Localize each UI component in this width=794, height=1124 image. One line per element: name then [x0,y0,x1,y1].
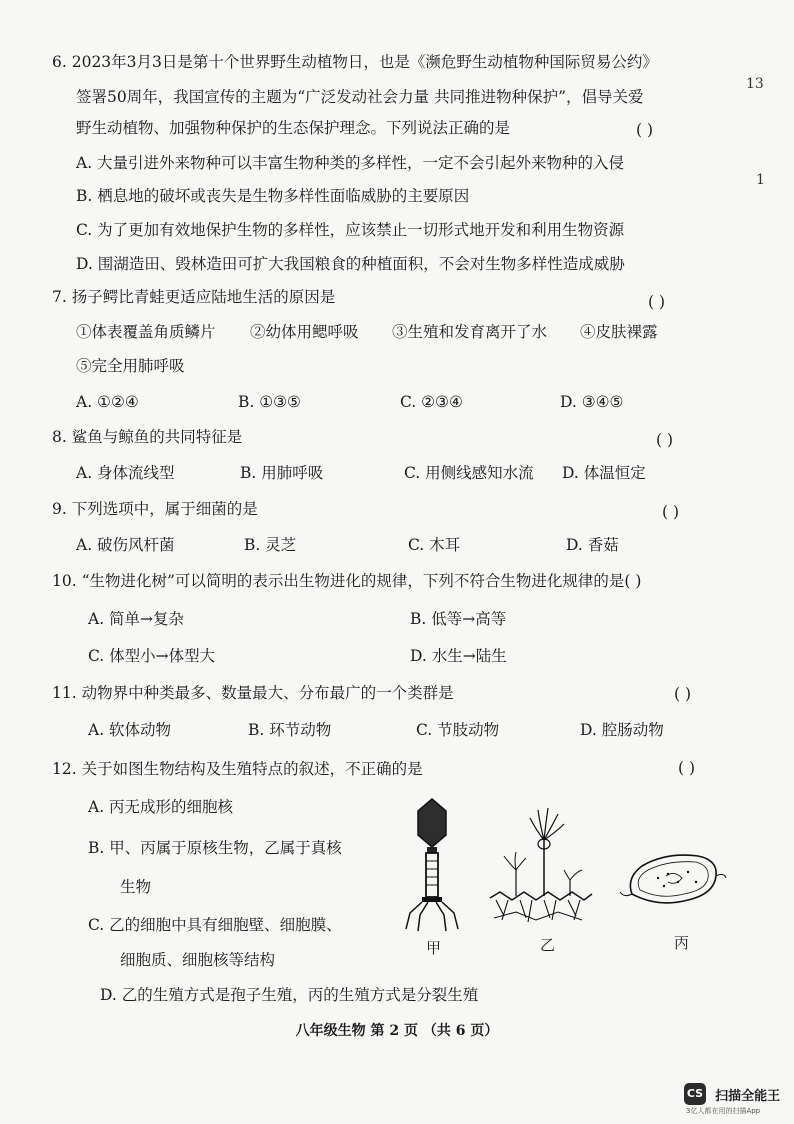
q9-option-c: C. 木耳 [408,536,461,554]
q9-option-a: A. 破伤风杆菌 [76,536,175,554]
q7-option-d: D. ③④⑤ [560,393,624,411]
q7-item: ⑤完全用肺呼吸 [76,357,185,375]
q12-option-a: A. 丙无成形的细胞核 [88,798,234,816]
q7-item: ④皮肤裸露 [580,323,658,341]
answer-paren: ( ) [648,293,666,311]
q7-option-b: B. ①③⑤ [238,393,301,411]
q10-stem: 10. “生物进化树”可以简明的表示出生物进化的规律，下列不符合生物进化规律的是( ) [52,572,642,590]
q11-option-d: D. 腔肠动物 [580,721,664,739]
q7-stem: 7. 扬子鳄比青蛙更适应陆地生活的原因是 [52,288,336,306]
q10-option-c: C. 体型小→体型大 [88,647,216,665]
scanner-logo [684,1083,780,1105]
answer-paren: ( ) [674,685,692,703]
q12-option-d: D. 乙的生殖方式是孢子生殖，丙的生殖方式是分裂生殖 [100,986,479,1004]
scanner-app-name: 扫描全能王 [715,1088,781,1104]
answer-paren: ( ) [678,759,696,777]
q7-item: ①体表覆盖角质鳞片 [76,323,216,341]
q12-option-b: B. 甲、丙属于原核生物，乙属于真核 [88,839,342,857]
q6-stem-line: 签署50周年，我国宣传的主题为“广泛发动社会力量 共同推进物种保护”，倡导关爱 [76,88,644,106]
q12-option-b-cont: 生物 [120,878,152,896]
q9-stem: 9. 下列选项中，属于细菌的是 [52,500,258,518]
q10-option-d: D. 水生→陆生 [410,647,507,665]
answer-paren: ( ) [656,431,674,449]
cs-badge-icon: CS [684,1083,706,1105]
q9-option-d: D. 香菇 [566,536,619,554]
q8-stem: 8. 鲨鱼与鲸鱼的共同特征是 [52,428,243,446]
q6-option-b: B. 栖息地的破坏或丧失是生物多样性面临威胁的主要原因 [76,187,470,205]
q7-item: ③生殖和发育离开了水 [392,323,548,341]
phage-illustration [400,795,464,933]
figure-label-bing: 丙 [674,934,690,952]
q11-option-a: A. 软体动物 [88,721,172,739]
answer-paren: ( ) [662,503,680,521]
q11-option-c: C. 节肢动物 [416,721,500,739]
q10-option-b: B. 低等→高等 [410,610,507,628]
q6-option-c: C. 为了更加有效地保护生物的多样性，应该禁止一切形式地开发和利用生物资源 [76,221,625,239]
q9-option-b: B. 灵芝 [244,536,297,554]
q7-option-c: C. ②③④ [400,393,463,411]
q8-option-a: A. 身体流线型 [76,464,175,482]
q8-option-d: D. 体温恒定 [562,464,646,482]
bacterium-illustration [618,848,728,912]
scanner-tagline: 3亿人都在用的扫描App [686,1107,761,1115]
q12-option-c: C. 乙的细胞中具有细胞壁、细胞膜、 [88,916,342,934]
q6-option-d: D. 围湖造田、毁林造田可扩大我国粮食的种植面积，不会对生物多样性造成威胁 [76,255,625,273]
q6-option-a: A. 大量引进外来物种可以丰富生物种类的多样性，一定不会引起外来物种的入侵 [76,154,625,172]
figure-label-jia: 甲 [426,939,442,957]
q7-option-a: A. ①②④ [76,393,139,411]
q8-option-b: B. 用肺呼吸 [240,464,324,482]
q11-option-b: B. 环节动物 [248,721,332,739]
margin-mark: 13 [746,76,764,92]
margin-mark: 1 [756,172,765,188]
q6-stem-line: 野生动植物、加强物种保护的生态保护理念。下列说法正确的是 [76,119,511,137]
mold-illustration [486,800,596,928]
q11-stem: 11. 动物界中种类最多、数量最大、分布最广的一个类群是 [52,684,454,702]
figure-label-yi: 乙 [540,936,556,954]
q12-stem: 12. 关于如图生物结构及生殖特点的叙述，不正确的是 [52,760,423,778]
answer-paren: ( ) [636,121,654,139]
q12-option-c-cont: 细胞质、细胞核等结构 [120,951,276,969]
q6-stem-line: 6. 2023年3月3日是第十个世界野生动植物日，也是《濒危野生动植物种国际贸易公约》 [52,53,658,71]
page-footer: 八年级生物 第 2 页 （共 6 页） [295,1023,499,1039]
q7-item: ②幼体用鳃呼吸 [250,323,359,341]
q10-option-a: A. 简单→复杂 [88,610,185,628]
q8-option-c: C. 用侧线感知水流 [404,464,534,482]
